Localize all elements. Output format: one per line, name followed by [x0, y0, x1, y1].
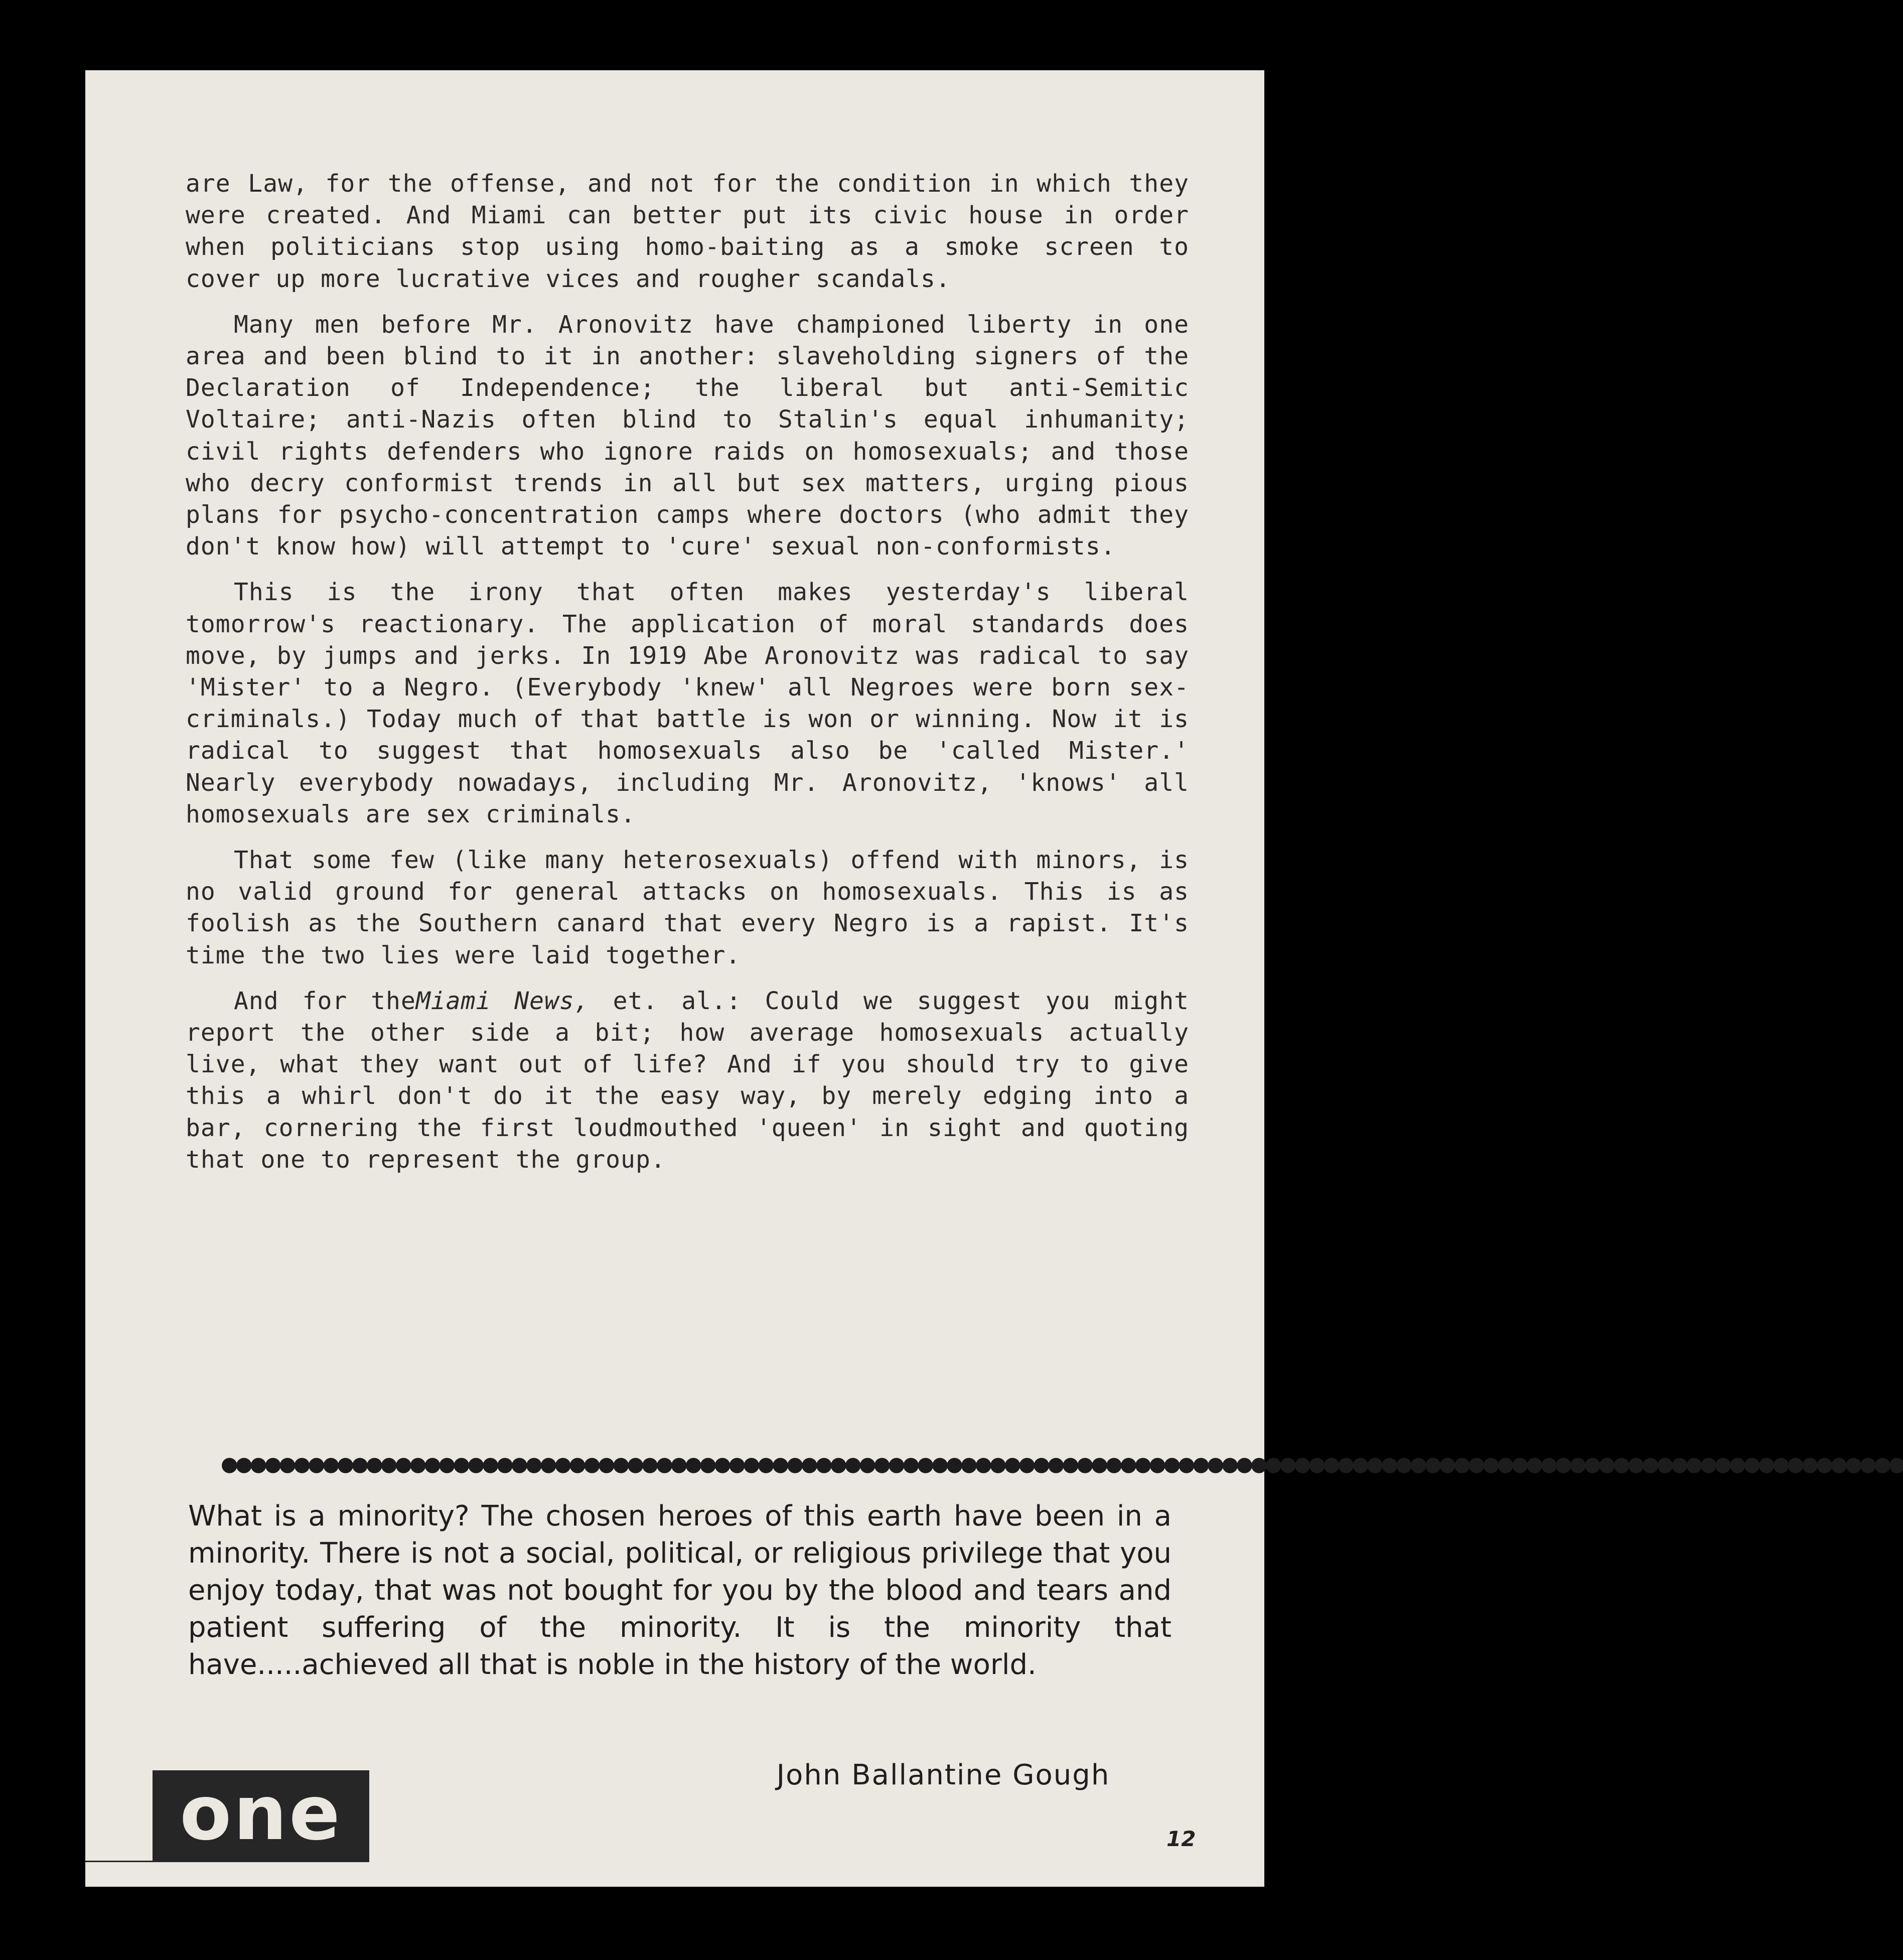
minority-quote: What is a minority? The chosen heroes of this earth have been in a minority. There is not a social, political, or religious privilege that you enjoy today, that was not bought for you by the blood and tears and patient suffering of the minority. It is the minority that have.....achieved all that is noble in the history of the world.: [188, 1500, 1172, 1681]
dotted-divider: ●●●●●●●●●●●●●●●●●●●●●●●●●●●●●●●●●●●●●●●●●●●●●●●●●●●●●●●●●●●●●●●●●●●●●●●●●●●●●●●●●●●●●●●●●●●●●●●●●●●●●●●●●●●●●●●●●●●●: [221, 1453, 1903, 1476]
logo-underline: [85, 1861, 369, 1862]
magazine-page: [85, 70, 1903, 1887]
article-paragraph-2: Many men before Mr. Aronovitz have championed liberty in one area and been blind to it in another: slaveholding signers of the Declaration of Independence; the liberal but anti-Semitic Voltaire; anti-Nazis often blind to Stalin's equal inhumanity; civil rights defenders who ignore raids on homosexuals; and those who decry conformist trends in all but sex matters, urging pious plans for psycho-concentration camps where doctors (who admit they don't know how) will attempt to 'cure' sexual non-conformists.: [186, 310, 1189, 561]
article-body: [186, 168, 1189, 1190]
paragraph-5-rest: et. al.: Could we suggest you might report the other side a bit; how average homosexuals actually live, what they want out of life? And if you should try to give this a whirl don't do it the easy way, by merely edging into a bar, cornering the first loudmouthed 'queen' in sight and quoting that one to represent the group.: [186, 987, 1189, 1174]
article-paragraph-4: That some few (like many heterosexuals) offend with minors, is no valid ground for general attacks on homosexuals. This is as foolish as the Southern canard that every Negro is a rapist. It's time the two lies were laid together.: [186, 846, 1189, 969]
article-paragraph-1: are Law, for the offense, and not for the condition in which they were created. And Miami can better put its civic house in order when politicians stop using homo-baiting as a smoke screen to cover up more lucrative vices and rougher scandals.: [186, 170, 1189, 293]
publication-name: Miami News,: [415, 987, 590, 1015]
one-magazine-logo: one: [153, 1770, 369, 1861]
article-paragraph-3: This is the irony that often makes yesterday's liberal tomorrow's reactionary. The application of moral standards does move, by jumps and jerks. In 1919 Abe Aronovitz was radical to say 'Mister' to a Negro. (Everybody 'knew' all Negroes were born sex-criminals.) Today much of that battle is won or winning. Now it is radical to suggest that homosexuals also be 'called Mister.' Nearly everybody nowadays, including Mr. Aronovitz, 'knows' all homosexuals are sex criminals.: [186, 578, 1189, 828]
paragraph-5-lead: And for the: [234, 987, 416, 1015]
page-number: 12: [1166, 1827, 1196, 1851]
quote-attribution: John Ballantine Gough: [776, 1759, 1110, 1791]
article-paragraph-5: [186, 986, 1189, 1176]
